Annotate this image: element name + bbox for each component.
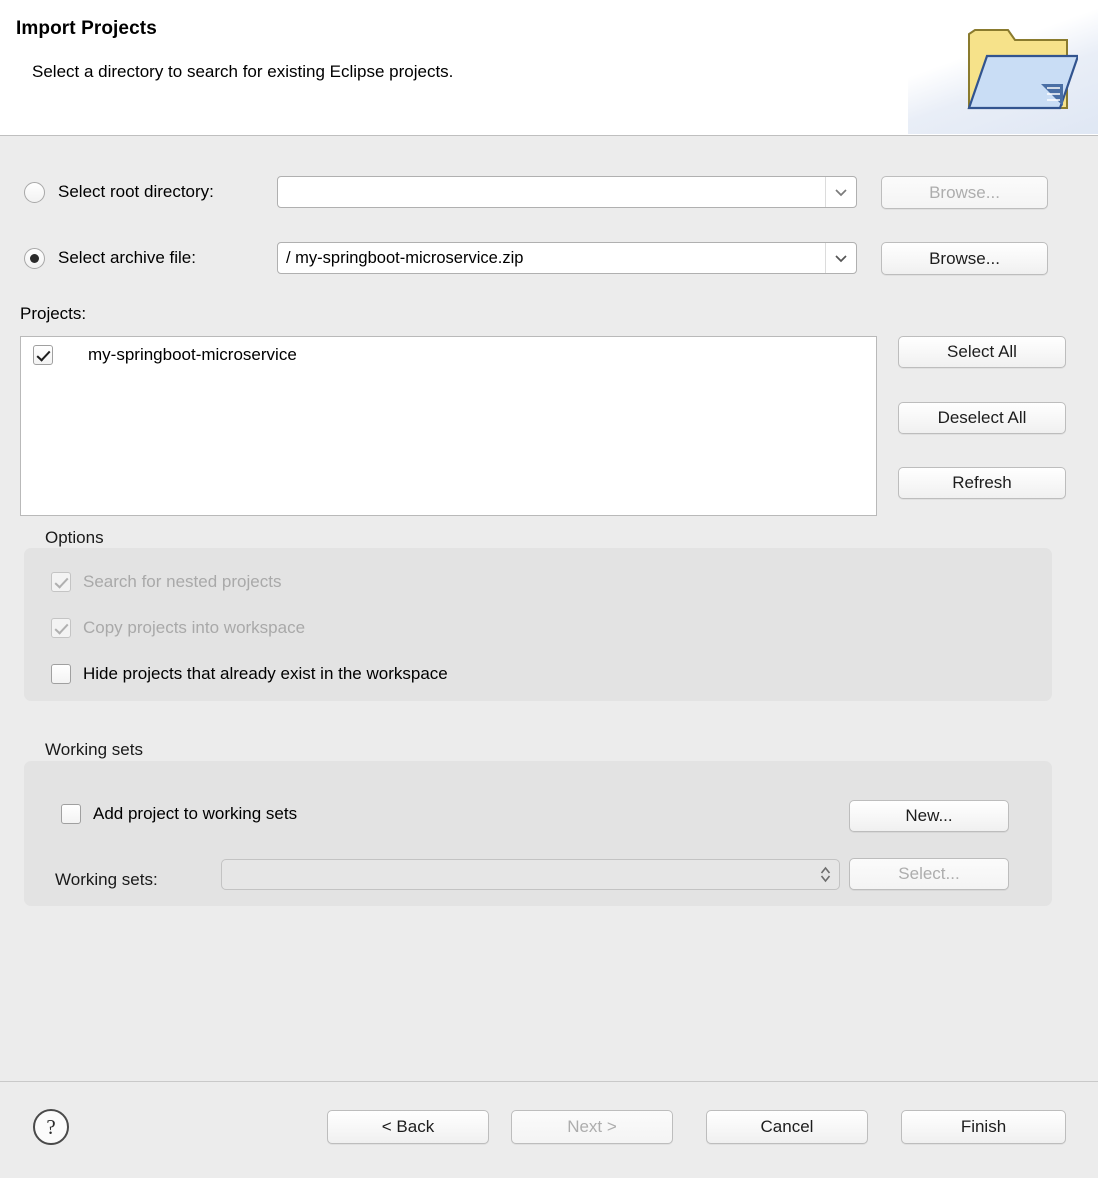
option-copy-projects-into-workspace[interactable] bbox=[51, 618, 305, 638]
working-sets-select[interactable] bbox=[221, 859, 840, 890]
add-project-to-working-sets-checkbox[interactable] bbox=[61, 804, 81, 824]
option-search-nested-projects[interactable] bbox=[51, 572, 281, 592]
dialog-header bbox=[0, 0, 1098, 136]
page-subtitle: Select a directory to search for existing Eclipse projects. bbox=[32, 62, 454, 81]
copy-projects-checkbox[interactable] bbox=[51, 618, 71, 638]
finish-button[interactable]: Finish bbox=[901, 1110, 1066, 1144]
cancel-button[interactable]: Cancel bbox=[706, 1110, 868, 1144]
chevron-down-icon[interactable] bbox=[825, 243, 856, 273]
search-nested-projects-checkbox[interactable] bbox=[51, 572, 71, 592]
browse-archive-file-button[interactable]: Browse... bbox=[881, 242, 1048, 275]
dialog-footer bbox=[0, 1081, 1098, 1178]
stepper-icon[interactable] bbox=[820, 866, 831, 883]
add-project-to-working-sets-label: Add project to working sets bbox=[93, 804, 298, 823]
back-button[interactable]: < Back bbox=[327, 1110, 489, 1144]
hide-existing-projects-label: Hide projects that already exist in the workspace bbox=[83, 664, 448, 683]
add-project-to-working-sets-row[interactable] bbox=[61, 804, 297, 824]
browse-root-directory-button[interactable]: Browse... bbox=[881, 176, 1048, 209]
svg-text:?: ? bbox=[46, 1115, 56, 1139]
next-button[interactable]: Next > bbox=[511, 1110, 673, 1144]
projects-label: Projects: bbox=[20, 304, 87, 323]
working-sets-field-label: Working sets: bbox=[55, 870, 158, 889]
projects-list[interactable] bbox=[20, 336, 877, 516]
archive-file-value[interactable]: / my-springboot-microservice.zip bbox=[286, 248, 524, 267]
open-folder-icon bbox=[963, 12, 1078, 117]
root-directory-combo[interactable] bbox=[277, 176, 857, 208]
page-title: Import Projects bbox=[16, 18, 157, 39]
refresh-button[interactable]: Refresh bbox=[898, 467, 1066, 499]
dialog-body bbox=[0, 136, 1098, 1081]
select-root-directory-label: Select root directory: bbox=[58, 182, 214, 201]
project-name: my-springboot-microservice bbox=[88, 345, 297, 364]
options-group-title: Options bbox=[45, 528, 104, 547]
radio-select-archive-file[interactable] bbox=[24, 248, 45, 269]
select-all-button[interactable]: Select All bbox=[898, 336, 1066, 368]
copy-projects-label: Copy projects into workspace bbox=[83, 618, 306, 637]
deselect-all-button[interactable]: Deselect All bbox=[898, 402, 1066, 434]
chevron-down-icon[interactable] bbox=[825, 177, 856, 207]
project-checkbox[interactable] bbox=[33, 345, 53, 365]
archive-file-combo[interactable] bbox=[277, 242, 857, 274]
hide-existing-projects-checkbox[interactable] bbox=[51, 664, 71, 684]
option-hide-existing-projects[interactable] bbox=[51, 664, 448, 684]
working-sets-group-title: Working sets bbox=[45, 740, 143, 759]
radio-select-root-directory[interactable] bbox=[24, 182, 45, 203]
select-archive-file-label: Select archive file: bbox=[58, 248, 196, 267]
help-icon[interactable] bbox=[32, 1108, 70, 1146]
select-working-sets-button[interactable]: Select... bbox=[849, 858, 1009, 890]
search-nested-projects-label: Search for nested projects bbox=[83, 572, 282, 591]
list-item[interactable] bbox=[21, 337, 876, 365]
new-working-set-button[interactable]: New... bbox=[849, 800, 1009, 832]
